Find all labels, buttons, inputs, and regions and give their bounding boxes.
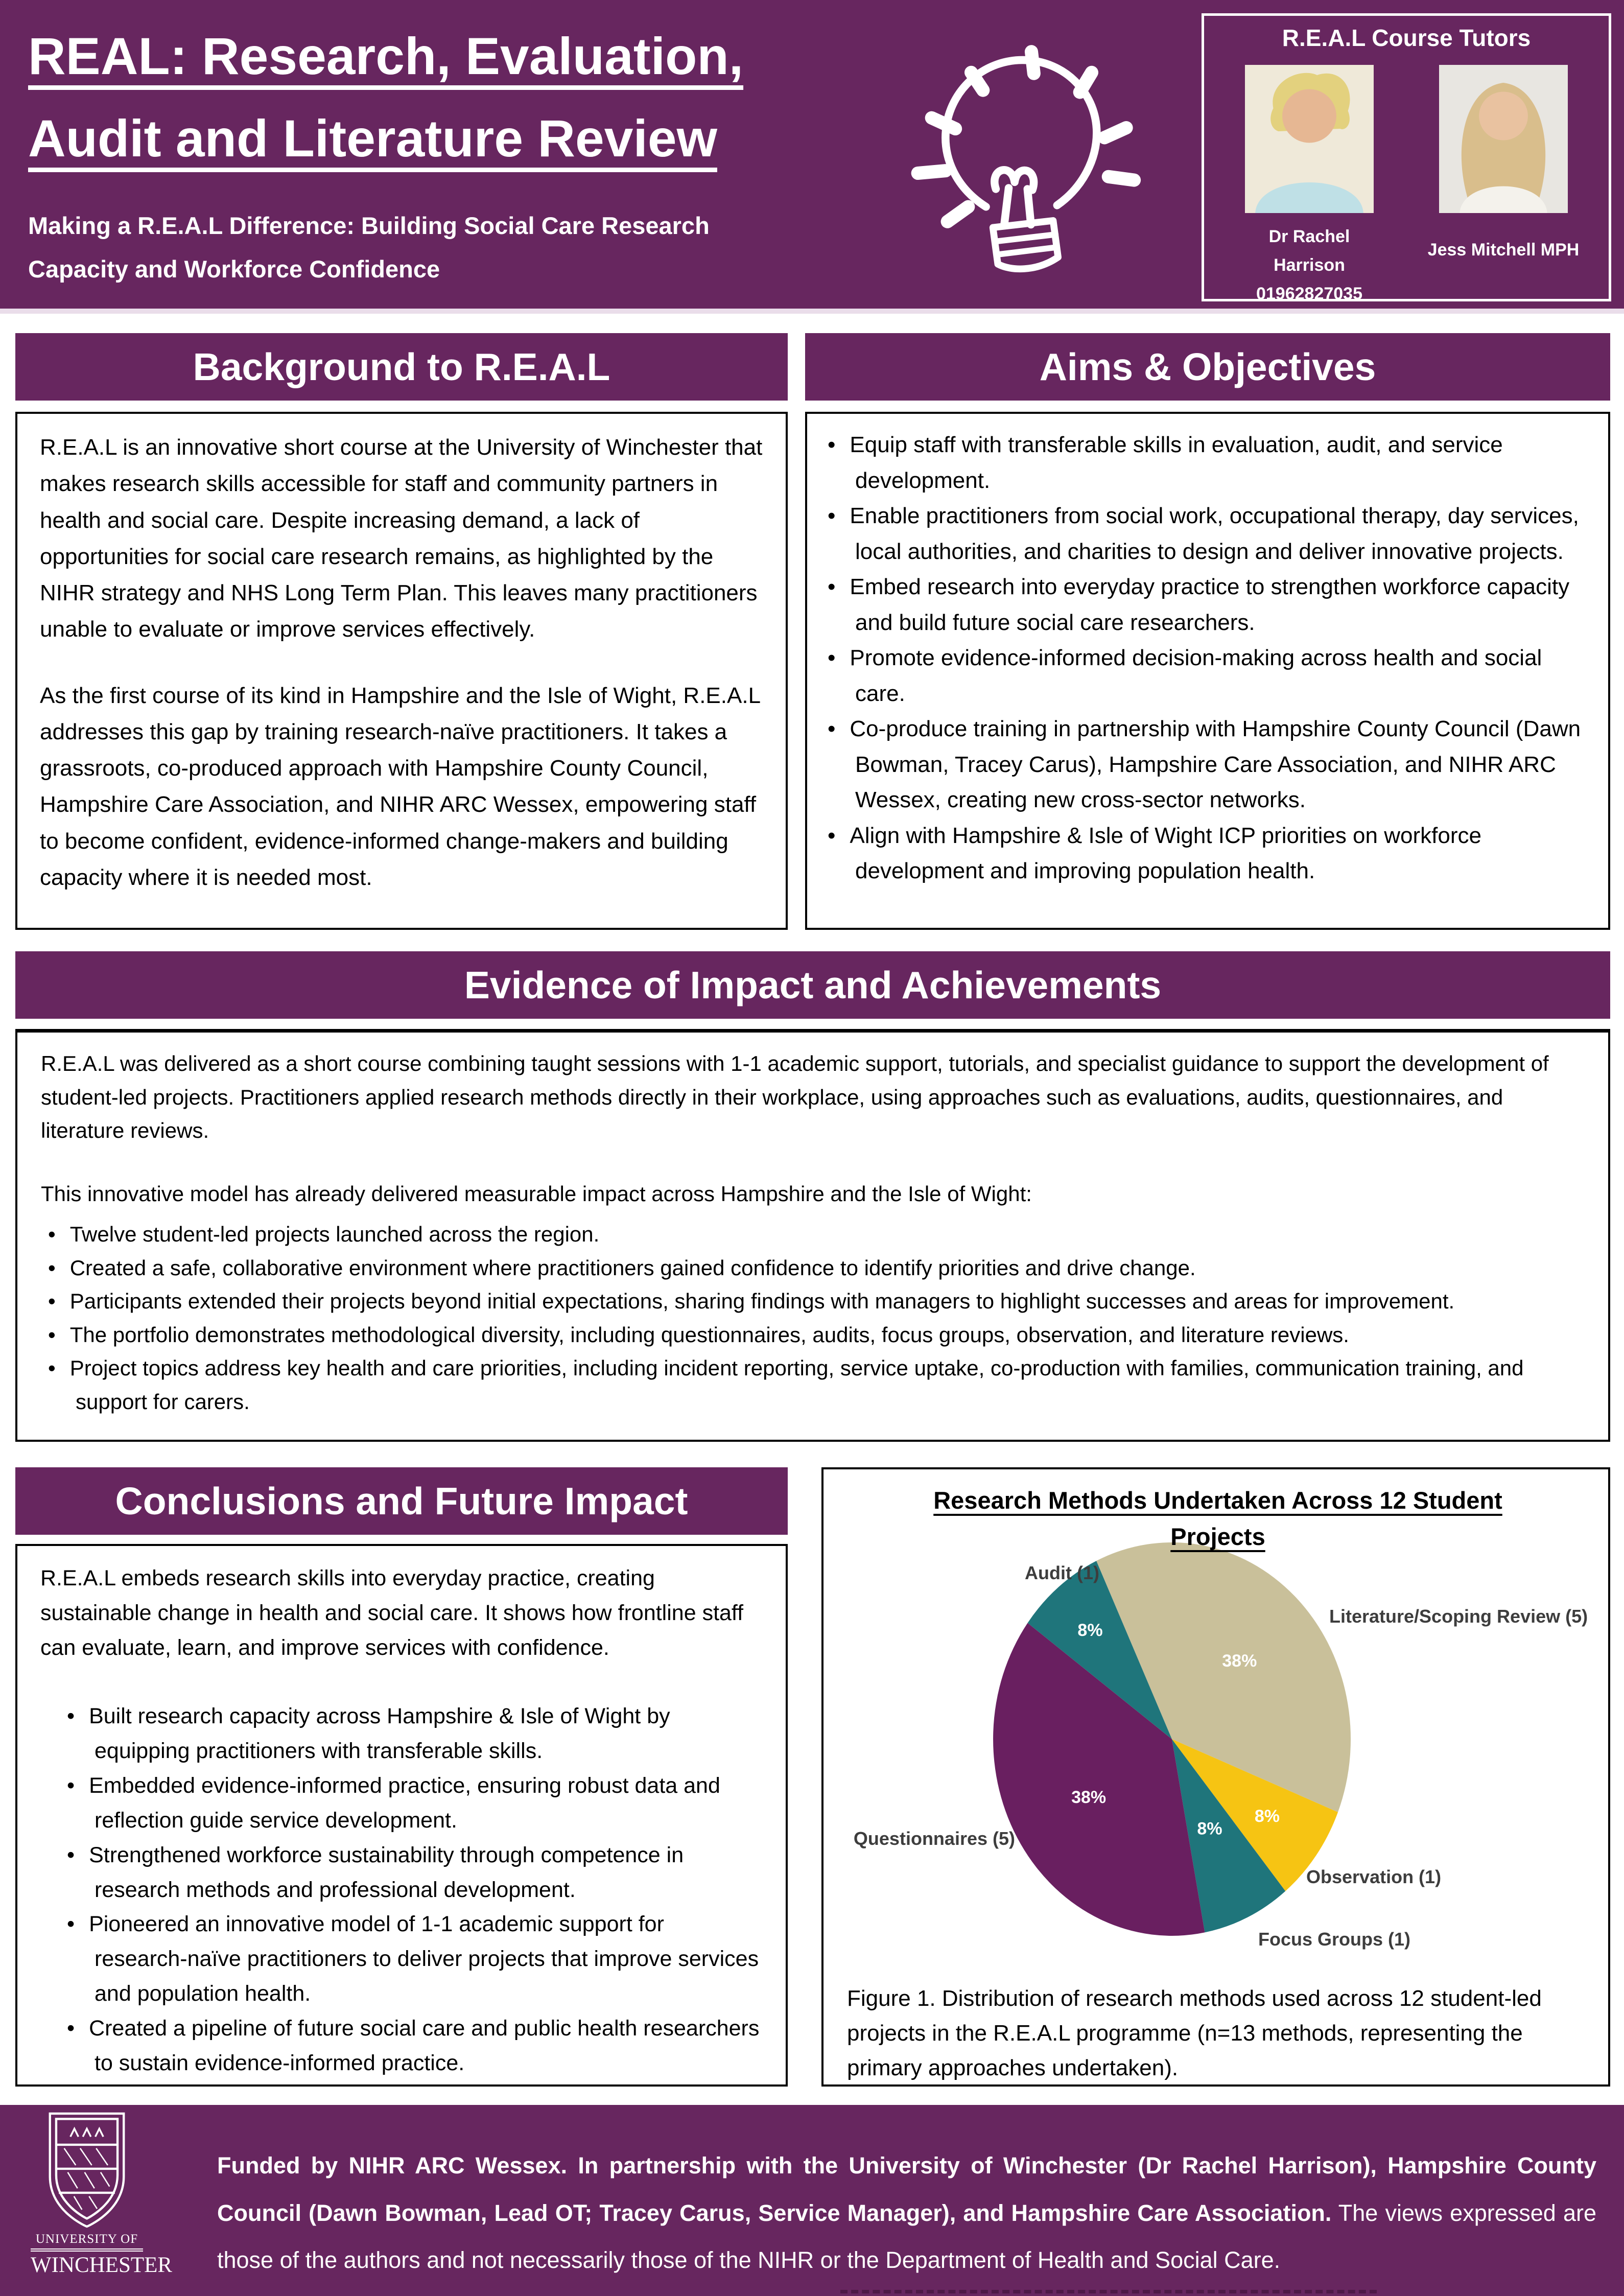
pie-slice-percentage: 8%: [1077, 1620, 1103, 1640]
background-section-heading: Background to R.E.A.L: [15, 333, 788, 401]
poster-footer: [0, 2105, 1624, 2296]
university-of-winchester-logo: [31, 2110, 173, 2278]
bullet-item: • Co-produce training in partnership with Hampshire County Council (Dawn Bowman, Tracey Carus), Hampshire Care Association, and NIHR ARC Wessex, creating new cross-sector networks.: [828, 711, 1588, 818]
bullet-item: • Twelve student-led projects launched across the region.: [48, 1217, 1585, 1251]
tutor-rachel-name: Dr Rachel Harrison: [1268, 227, 1350, 275]
evidence-lead: This innovative model has already delivered measurable impact across Hampshire and the Isle of Wight:: [41, 1181, 1032, 1206]
pie-category-label: Audit (1): [1025, 1562, 1099, 1583]
chart-title: Research Methods Undertaken Across 12 Student Projects: [933, 1487, 1502, 1550]
tutor-jess-name: Jess Mitchell MPH: [1427, 240, 1580, 260]
bullet-item: • Project topics address key health and care priorities, including incident reporting, service uptake, co-production with families, communication training, and support for carers.: [48, 1351, 1585, 1418]
aims-text-box: [805, 412, 1610, 930]
tutor-rachel-phone: 01962827035: [1256, 284, 1362, 304]
figure-box: [821, 1467, 1610, 2087]
bullet-item: • Align with Hampshire & Isle of Wight ICP priorities on workforce development and improving population health.: [828, 818, 1588, 889]
tutor-rachel-caption: [1233, 222, 1386, 308]
bullet-item: • Embedded evidence-informed practice, ensuring robust data and reflection guide service development.: [67, 1769, 763, 1838]
background-text-box: [15, 412, 788, 930]
conclusions-bullet-list: [67, 1699, 763, 2081]
dashed-line-artifact: [840, 2290, 1377, 2293]
evidence-text-box: [15, 1029, 1610, 1442]
background-paragraph-1: R.E.A.L is an innovative short course at the University of Winchester that makes research skills accessible for staff and community partners in health and social care. Despite increasing demand, a lack of opportunities for social care research remains, as highlighted by the NIHR strategy and NHS Long Term Plan. This leaves many practitioners unable to evaluate or improve services effectively.: [40, 435, 763, 642]
aims-section-heading: Aims & Objectives: [805, 333, 1610, 401]
pie-slice-percentage: 8%: [1254, 1807, 1280, 1826]
pie-category-label: Literature/Scoping Review (5): [1329, 1606, 1588, 1627]
background-paragraph-2: As the first course of its kind in Hampshire and the Isle of Wight, R.E.A.L addresses this gap by training research-naïve practitioners. It takes a grassroots, co-produced approach with Hampshire County Council, Hampshire Care Association, and NIHR ARC Wessex, empowering staff to become confident, evidence-informed change-makers and building capacity where it is needed most.: [40, 683, 760, 890]
figure-caption: Figure 1. Distribution of research methods used across 12 student-led projects in the R.E.A.L programme (n=13 methods, representing the primary approaches undertaken).: [847, 1986, 1542, 2081]
poster-title: [28, 15, 743, 180]
poster-subtitle-line1: Making a R.E.A.L Difference: Building Social Care Research: [28, 212, 710, 239]
tutor-photos-row: [1204, 52, 1609, 308]
bullet-item: • Embed research into everyday practice to strengthen workforce capacity and build future social care researchers.: [828, 569, 1588, 640]
tutor-photo-jess: [1439, 65, 1568, 213]
funding-statement: [217, 2142, 1596, 2284]
conclusions-intro: R.E.A.L embeds research skills into everyday practice, creating sustainable change in health and social care. It shows how frontline staff can evaluate, learn, and improve services with confidence.: [40, 1566, 744, 1660]
course-tutors-title: R.E.A.L Course Tutors: [1282, 25, 1531, 51]
tutor-photo-rachel: [1245, 65, 1374, 213]
bullet-item: • Built research capacity across Hampshire & Isle of Wight by equipping practitioners with transferable skills.: [67, 1699, 763, 1769]
aims-bullet-list: [828, 427, 1588, 889]
pie-slice-percentage: 38%: [1222, 1651, 1257, 1671]
portrait-placeholder-icon: [1245, 65, 1374, 213]
poster-subtitle-line2: Capacity and Workforce Confidence: [28, 255, 440, 283]
course-tutors-box: [1202, 13, 1611, 304]
pie-category-label: Focus Groups (1): [1258, 1929, 1411, 1950]
bullet-item: • Pioneered an innovative model of 1-1 academic support for research-naïve practitioners to deliver projects that improve services and population health.: [67, 1907, 763, 2011]
bullet-item: • Created a safe, collaborative environment where practitioners gained confidence to identify priorities and drive change.: [48, 1251, 1585, 1285]
tutor-jess: [1427, 65, 1580, 308]
poster-title-line2: Audit and Literature Review: [28, 109, 717, 168]
evidence-section-heading: Evidence of Impact and Achievements: [15, 951, 1610, 1019]
portrait-placeholder-icon: [1439, 65, 1568, 213]
funding-bold-text: Funded by NIHR ARC Wessex. In partnership with the University of Winchester (Dr Rachel Harrison), Hampshire County Council (Dawn Bowman, Lead OT; Tracey Carus, Service Manager), and Hampshire Care Association.: [217, 2152, 1596, 2226]
poster-subtitle: [28, 204, 710, 291]
tutor-jess-caption: [1428, 236, 1580, 264]
pie-slice-percentage: 38%: [1071, 1787, 1107, 1807]
lightbulb-icon: [868, 23, 1165, 294]
bullet-item: • Strengthened workforce sustainability through competence in research methods and professional development.: [67, 1838, 763, 1908]
evidence-bullet-list: [48, 1217, 1585, 1418]
bullet-item: • Enable practitioners from social work, occupational therapy, day services, local authorities, and charities to design and deliver innovative projects.: [828, 498, 1588, 569]
bullet-item: • Participants extended their projects beyond initial expectations, sharing findings with managers to highlight successes and areas for improvement.: [48, 1284, 1585, 1318]
bullet-item: • Equip staff with transferable skills in evaluation, audit, and service development.: [828, 427, 1588, 498]
pie-category-label: Questionnaires (5): [853, 1828, 1015, 1849]
winchester-shield-icon: [43, 2110, 130, 2230]
bullet-item: • The portfolio demonstrates methodological diversity, including questionnaires, audits, focus groups, observation, and literature reviews.: [48, 1318, 1585, 1352]
pie-category-label: Observation (1): [1306, 1866, 1442, 1887]
poster-title-line1: REAL: Research, Evaluation,: [28, 27, 744, 85]
conclusions-text-box: [15, 1544, 788, 2087]
tutor-rachel: [1233, 65, 1386, 308]
logo-text-university-of: UNIVERSITY OF: [35, 2232, 138, 2246]
logo-text-winchester: WINCHESTER: [31, 2248, 143, 2278]
poster-header: [0, 0, 1624, 314]
conclusions-section-heading: Conclusions and Future Impact: [15, 1467, 788, 1535]
evidence-intro: R.E.A.L was delivered as a short course combining taught sessions with 1-1 academic support, tutorials, and specialist guidance to support the development of student-led projects. Practitioners applied research methods directly in their workplace, using approaches such as evaluations, audits, questionnaires, and literature reviews.: [41, 1051, 1549, 1143]
bullet-item: • Promote evidence-informed decision-making across health and social care.: [828, 640, 1588, 711]
pie-slice-percentage: 8%: [1197, 1819, 1222, 1839]
bullet-item: • Created a pipeline of future social care and public health researchers to sustain evidence-informed practice.: [67, 2011, 763, 2081]
funding-normal-text: The views expressed are those of the authors and not necessarily those of the NIHR or the Department of Health and Social Care.: [217, 2199, 1596, 2274]
